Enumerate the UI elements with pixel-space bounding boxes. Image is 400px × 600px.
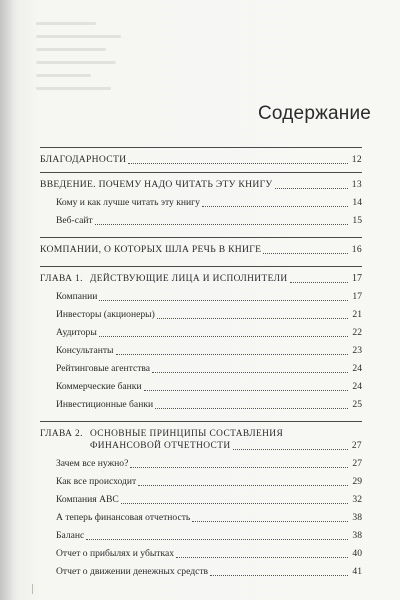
leader-dots bbox=[99, 300, 348, 301]
leader-dots bbox=[263, 253, 348, 254]
leader-dots bbox=[144, 390, 348, 391]
toc-subentry[interactable]: Рейтинговые агентства 24 bbox=[56, 363, 362, 374]
leader-dots bbox=[99, 336, 348, 337]
toc-subentry[interactable]: Компания ABC 32 bbox=[56, 494, 362, 505]
leader-dots bbox=[202, 206, 348, 207]
toc-subentry[interactable]: Веб-сайт 15 bbox=[56, 215, 362, 226]
leader-dots bbox=[128, 163, 348, 164]
page-gutter-shadow bbox=[0, 0, 14, 600]
toc-subentry[interactable]: Кому и как лучше читать эту книгу 14 bbox=[56, 197, 362, 208]
toc-entry-acknowledgements[interactable]: БЛАГОДАРНОСТИ 12 bbox=[40, 154, 362, 165]
toc-subentry[interactable]: Аудиторы 22 bbox=[56, 327, 362, 338]
chapter-2-heading-line-2: ФИНАНСОВОЙ ОТЧЕТНОСТИ 27 bbox=[90, 441, 362, 451]
toc-subentry[interactable]: Инвесторы (акционеры) 21 bbox=[56, 309, 362, 320]
toc-subentry[interactable]: Отчет о прибылях и убытках 40 bbox=[56, 548, 362, 559]
page-edge-mark bbox=[32, 584, 33, 594]
toc-subentry[interactable]: Коммерческие банки 24 bbox=[56, 381, 362, 392]
toc-subentry[interactable]: Как все происходит 29 bbox=[56, 476, 362, 487]
leader-dots bbox=[275, 188, 348, 189]
toc-entry-companies[interactable]: КОМПАНИИ, О КОТОРЫХ ШЛА РЕЧЬ В КНИГЕ 16 bbox=[40, 244, 362, 255]
section-divider bbox=[40, 172, 362, 173]
toc-entry-chapter-2[interactable]: ГЛАВА 2. ОСНОВНЫЕ ПРИНЦИПЫ СОСТАВЛЕНИЯ ФИНАНСОВОЙ ОТЧЕТНОСТИ 27 bbox=[40, 429, 362, 451]
section-divider bbox=[40, 421, 362, 422]
table-of-contents bbox=[40, 147, 362, 584]
toc-subentry[interactable]: Баланс 38 bbox=[56, 530, 362, 541]
page-title: Содержание bbox=[258, 103, 372, 124]
leader-dots bbox=[157, 318, 348, 319]
leader-dots bbox=[155, 408, 348, 409]
toc-subentry[interactable]: Отчет о движении денежных средств 41 bbox=[56, 566, 362, 577]
bleed-through-text bbox=[36, 22, 126, 90]
leader-dots bbox=[176, 557, 348, 558]
section-divider bbox=[40, 266, 362, 267]
leader-dots bbox=[116, 354, 349, 355]
section-divider bbox=[40, 147, 362, 148]
chapter-2-heading: ОСНОВНЫЕ ПРИНЦИПЫ СОСТАВЛЕНИЯ ФИНАНСОВОЙ ОТЧЕТНОСТИ 27 bbox=[90, 429, 362, 451]
leader-dots bbox=[210, 575, 348, 576]
leader-dots bbox=[233, 449, 349, 450]
leader-dots bbox=[121, 503, 348, 504]
toc-subentry[interactable]: Компании 17 bbox=[56, 291, 362, 302]
toc-entry-chapter-1[interactable]: ГЛАВА 1. ДЕЙСТВУЮЩИЕ ЛИЦА И ИСПОЛНИТЕЛИ 17 bbox=[40, 273, 362, 284]
leader-dots bbox=[138, 485, 348, 486]
leader-dots bbox=[95, 224, 348, 225]
toc-subentry[interactable]: Консультанты 23 bbox=[56, 345, 362, 356]
leader-dots bbox=[290, 282, 348, 283]
leader-dots bbox=[192, 521, 348, 522]
leader-dots bbox=[86, 539, 348, 540]
section-divider bbox=[40, 237, 362, 238]
toc-subentry[interactable]: А теперь финансовая отчетность 38 bbox=[56, 512, 362, 523]
leader-dots bbox=[130, 467, 348, 468]
toc-subentry[interactable]: Зачем все нужно? 27 bbox=[56, 458, 362, 469]
toc-entry-introduction[interactable]: ВВЕДЕНИЕ. ПОЧЕМУ НАДО ЧИТАТЬ ЭТУ КНИГУ 13 bbox=[40, 179, 362, 190]
toc-subentry[interactable]: Инвестиционные банки 25 bbox=[56, 399, 362, 410]
leader-dots bbox=[152, 372, 348, 373]
